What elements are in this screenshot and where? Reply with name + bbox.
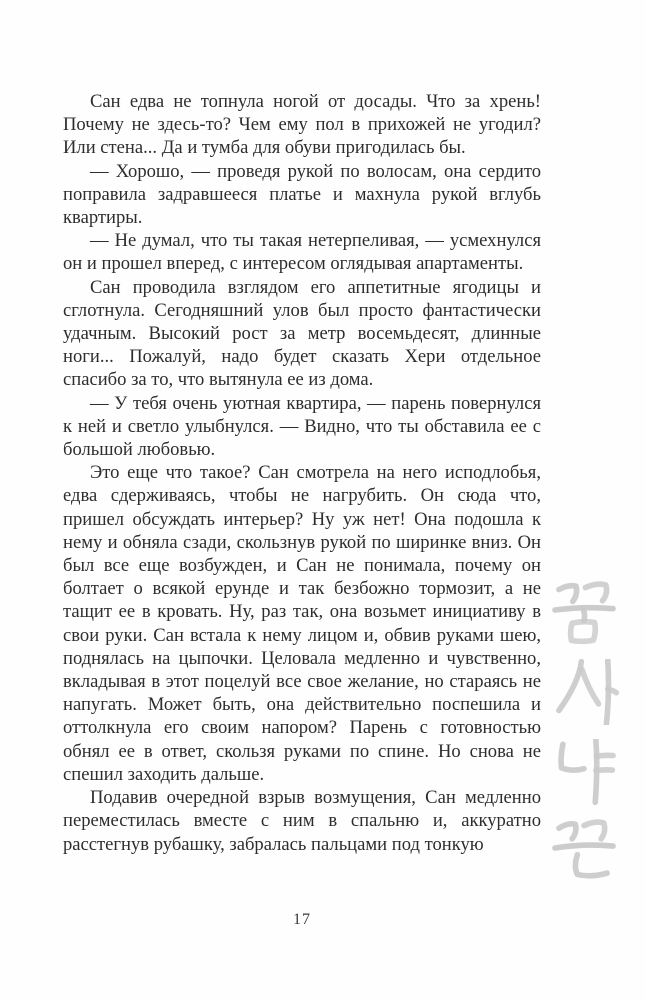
page-number: 17 bbox=[293, 911, 311, 928]
hangul-glyph-3 bbox=[547, 739, 621, 805]
hangul-glyph-1 bbox=[547, 579, 621, 645]
paragraph: Подавив очередной взрыв возмущения, Сан медленно переместилась вместе с ним в спальню и, аккуратно расстегнув рубашку, забралась пальцами под тонкую bbox=[63, 787, 541, 855]
paragraph: Сан проводила взглядом его аппетитные ягодицы и сглотнула. Сегодняшний улов был просто фантастически удачным. Высокий рост за метр восемьдесят, длинные ноги... Пожалуй, надо будет сказать Хери отдельное спасибо за то, что вытянула ее из дома. bbox=[63, 276, 541, 391]
hangul-glyph-2 bbox=[547, 659, 621, 725]
paragraph: Сан едва не топнула ногой от досады. Что за хрень! Почему не здесь-то? Чем ему пол в прихожей не угодил? Или стена... Да и тумба для обуви пригодилась бы. bbox=[63, 91, 541, 159]
korean-watermark bbox=[547, 579, 621, 885]
paragraph: — Не думал, что ты такая нетерпеливая, — усмехнулся он и прошел вперед, с интересом оглядывая апартаменты. bbox=[63, 230, 541, 275]
hangul-glyph-4 bbox=[547, 819, 621, 885]
paragraph: Это еще что такое? Сан смотрела на него исподлобья, едва сдерживаясь, чтобы не нагрубить. Он сюда что, пришел обсуждать интерьер? Ну уж нет! Она подошла к нему и обняла сзади, скользнув рукой по ширинке вниз. Он был все еще возбужден, и Сан не понимала, почему он болтает о всякой ерунде и так безбожно тормозит, а не тащит ее в кровать. Ну, раз так, она возьмет инициативу в свои руки. Сан встала к нему лицом и, обвив руками шею, поднялась на цыпочки. Целовала медленно и чувственно, вкладывая в этот поцелуй все свое желание, но стараясь не напугать. Может быть, она действительно поспешила и оттолкнула его своим напором? Парень с готовностью обнял ее в ответ, скользя руками по спине. Но снова не спешил заходить дальше. bbox=[63, 462, 541, 785]
paragraph: — Хорошо, — проведя рукой по волосам, она сердито поправила задравшееся платье и махнула рукой вглубь квартиры. bbox=[63, 160, 541, 229]
paragraph: — У тебя очень уютная квартира, — парень повернулся к ней и светло улыбнулся. — Видно, что ты обставила ее с большой любовью. bbox=[63, 392, 541, 461]
page-text bbox=[63, 90, 541, 856]
